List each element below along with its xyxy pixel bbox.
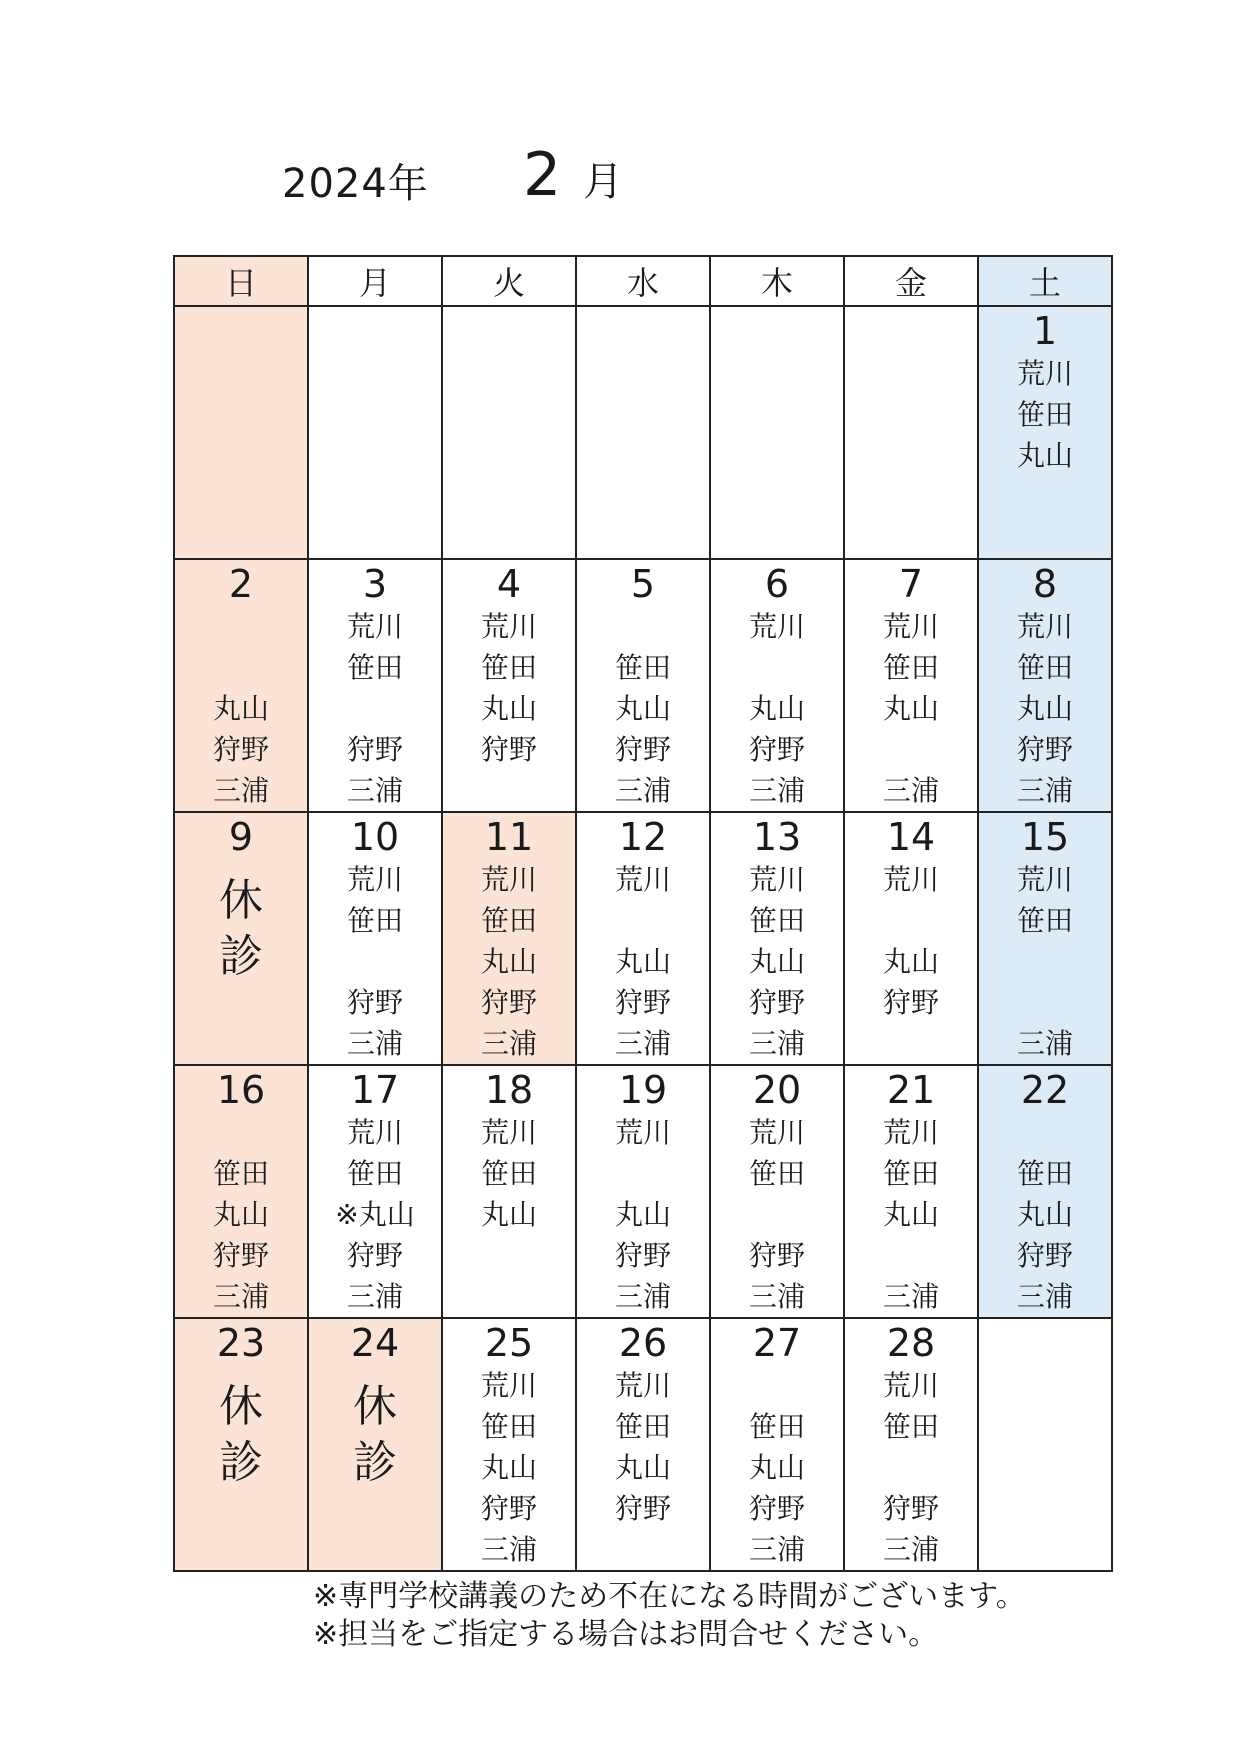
day-cell [710, 559, 844, 812]
weekday-header-wed: 水 [576, 256, 710, 306]
day-number: 7 [898, 562, 924, 606]
doctor-slot: 狩野 [748, 733, 805, 766]
monthly-calendar [173, 255, 1113, 1572]
doctor-slot: 丸山 [480, 1198, 537, 1231]
doctor-slot: 笹田 [748, 1157, 805, 1190]
doctor-slot: 狩野 [614, 986, 671, 1019]
doctor-slot: 荒川 [480, 1116, 537, 1149]
doctor-slot: 丸山 [748, 945, 805, 978]
doctor-slot: 三浦 [212, 1280, 269, 1313]
day-cell [308, 306, 442, 559]
doctor-slot: 丸山 [480, 1451, 537, 1484]
closed-label [353, 1379, 397, 1491]
doctor-slot: 狩野 [212, 733, 269, 766]
weekday-header-tue: 火 [442, 256, 576, 306]
day-number: 10 [350, 815, 400, 859]
doctor-slot: 三浦 [748, 774, 805, 807]
day-cell [442, 306, 576, 559]
day-cell [576, 1318, 710, 1571]
day-number: 12 [618, 815, 668, 859]
doctor-slot: 丸山 [614, 692, 671, 725]
doctor-slot: 笹田 [882, 651, 939, 684]
week-row [174, 559, 1112, 812]
doctor-slot: 笹田 [480, 904, 537, 937]
doctor-slot: 三浦 [882, 774, 939, 807]
doctor-slot: 荒川 [346, 610, 403, 643]
doctor-slot: 荒川 [1016, 863, 1073, 896]
day-cell [442, 1065, 576, 1318]
calendar-title [0, 140, 1240, 220]
day-number: 22 [1020, 1068, 1070, 1112]
day-cell [978, 1318, 1112, 1571]
doctor-slot: 笹田 [480, 651, 537, 684]
day-cell [844, 812, 978, 1065]
day-number: 23 [216, 1321, 266, 1365]
weekday-header-mon: 月 [308, 256, 442, 306]
closed-label-char: 診 [219, 1437, 263, 1488]
footnote-lecture-absence: ※専門学校講義のため不在になる時間がございます。 [313, 1579, 1026, 1614]
doctor-slot: 荒川 [614, 863, 671, 896]
day-number: 25 [484, 1321, 534, 1365]
day-number: 27 [752, 1321, 802, 1365]
doctor-slot: 笹田 [1016, 398, 1073, 431]
doctor-slot: 荒川 [480, 863, 537, 896]
doctor-slot: 狩野 [480, 986, 537, 1019]
day-number: 1 [1032, 309, 1058, 353]
weekday-header-row [174, 256, 1112, 306]
doctor-slot: 荒川 [614, 1116, 671, 1149]
doctor-slot: 荒川 [480, 610, 537, 643]
day-number: 20 [752, 1068, 802, 1112]
doctor-slot: 三浦 [614, 1027, 671, 1060]
day-number: 18 [484, 1068, 534, 1112]
doctor-slot: 三浦 [1016, 1027, 1073, 1060]
day-number: 28 [886, 1321, 936, 1365]
day-cell [844, 1065, 978, 1318]
doctor-slot: 三浦 [346, 1027, 403, 1060]
doctor-slot: 三浦 [748, 1280, 805, 1313]
doctor-slot: 三浦 [614, 774, 671, 807]
closed-label [219, 1379, 263, 1491]
doctor-slot: 笹田 [882, 1410, 939, 1443]
day-cell [844, 306, 978, 559]
day-number: 9 [228, 815, 254, 859]
doctor-slot: 狩野 [748, 986, 805, 1019]
doctor-slot: 荒川 [882, 863, 939, 896]
day-number: 19 [618, 1068, 668, 1112]
doctor-slot: 丸山 [882, 692, 939, 725]
footnotes [313, 1578, 1026, 1654]
day-number: 15 [1020, 815, 1070, 859]
day-cell [308, 559, 442, 812]
day-cell [174, 812, 308, 1065]
day-cell [174, 1065, 308, 1318]
doctor-slot: 笹田 [346, 651, 403, 684]
doctor-slot: 荒川 [346, 863, 403, 896]
doctor-slot: 狩野 [1016, 1239, 1073, 1272]
doctor-slot: 荒川 [882, 610, 939, 643]
doctor-slot: 狩野 [1016, 733, 1073, 766]
day-cell [442, 812, 576, 1065]
doctor-slot: 狩野 [614, 733, 671, 766]
day-cell [442, 559, 576, 812]
doctor-slot: 荒川 [882, 1369, 939, 1402]
doctor-slot: 三浦 [346, 774, 403, 807]
doctor-slot: 笹田 [748, 1410, 805, 1443]
doctor-slot: 三浦 [614, 1280, 671, 1313]
doctor-slot: 丸山 [748, 692, 805, 725]
doctor-slot: 狩野 [346, 1239, 403, 1272]
doctor-slot: 三浦 [480, 1533, 537, 1566]
day-number: 26 [618, 1321, 668, 1365]
doctor-slot: 荒川 [748, 610, 805, 643]
day-number: 17 [350, 1068, 400, 1112]
day-cell [844, 1318, 978, 1571]
doctor-slot: 丸山 [212, 1198, 269, 1231]
closed-label-char: 診 [353, 1437, 397, 1488]
doctor-slot: 三浦 [1016, 1280, 1073, 1313]
day-number: 3 [362, 562, 388, 606]
doctor-slot: ※丸山 [335, 1198, 415, 1231]
doctor-slot: 狩野 [748, 1492, 805, 1525]
day-number: 11 [484, 815, 534, 859]
day-number: 5 [630, 562, 656, 606]
doctor-slot: 丸山 [480, 692, 537, 725]
day-number: 21 [886, 1068, 936, 1112]
doctor-slot: 三浦 [882, 1280, 939, 1313]
doctor-slot: 三浦 [748, 1027, 805, 1060]
day-cell [174, 1318, 308, 1571]
doctor-slot: 三浦 [212, 774, 269, 807]
week-row [174, 1065, 1112, 1318]
closed-label-char: 休 [219, 1381, 263, 1432]
weekday-header-fri: 金 [844, 256, 978, 306]
doctor-slot: 狩野 [748, 1239, 805, 1272]
day-number: 13 [752, 815, 802, 859]
footnote-doctor-request: ※担当をご指定する場合はお問合せください。 [313, 1617, 939, 1652]
weekday-header-sat: 土 [978, 256, 1112, 306]
doctor-slot: 笹田 [614, 651, 671, 684]
doctor-slot: 笹田 [480, 1410, 537, 1443]
weekday-header-sun: 日 [174, 256, 308, 306]
doctor-slot: 丸山 [882, 1198, 939, 1231]
doctor-slot: 笹田 [480, 1157, 537, 1190]
day-number: 2 [228, 562, 254, 606]
day-number: 8 [1032, 562, 1058, 606]
doctor-slot: 笹田 [1016, 1157, 1073, 1190]
day-number: 14 [886, 815, 936, 859]
week-row [174, 812, 1112, 1065]
day-cell [308, 812, 442, 1065]
doctor-slot: 狩野 [882, 986, 939, 1019]
doctor-slot: 荒川 [748, 1116, 805, 1149]
day-cell [576, 1065, 710, 1318]
doctor-slot: 荒川 [346, 1116, 403, 1149]
day-number: 24 [350, 1321, 400, 1365]
doctor-slot: 三浦 [1016, 774, 1073, 807]
day-cell [710, 1065, 844, 1318]
doctor-slot: 笹田 [614, 1410, 671, 1443]
doctor-slot: 狩野 [346, 733, 403, 766]
day-cell [308, 1065, 442, 1318]
closed-label-char: 休 [353, 1381, 397, 1432]
doctor-slot: 狩野 [882, 1492, 939, 1525]
doctor-slot: 笹田 [346, 904, 403, 937]
week-row [174, 1318, 1112, 1571]
day-cell [978, 1065, 1112, 1318]
doctor-slot: 丸山 [748, 1451, 805, 1484]
doctor-slot: 笹田 [1016, 904, 1073, 937]
doctor-slot: 丸山 [480, 945, 537, 978]
doctor-slot: 狩野 [614, 1492, 671, 1525]
day-cell [174, 306, 308, 559]
doctor-slot: 笹田 [212, 1157, 269, 1190]
doctor-slot: 狩野 [614, 1239, 671, 1272]
day-cell [978, 812, 1112, 1065]
doctor-slot: 丸山 [1016, 692, 1073, 725]
doctor-slot: 荒川 [1016, 610, 1073, 643]
doctor-slot: 荒川 [614, 1369, 671, 1402]
doctor-slot: 丸山 [614, 1451, 671, 1484]
doctor-slot: 狩野 [480, 1492, 537, 1525]
closed-label-char: 休 [219, 875, 263, 926]
day-cell [710, 812, 844, 1065]
week-row [174, 306, 1112, 559]
doctor-slot: 狩野 [212, 1239, 269, 1272]
doctor-slot: 笹田 [1016, 651, 1073, 684]
day-cell [576, 812, 710, 1065]
doctor-slot: 笹田 [748, 904, 805, 937]
doctor-slot: 三浦 [346, 1280, 403, 1313]
day-cell [576, 306, 710, 559]
weekday-header-thu: 木 [710, 256, 844, 306]
doctor-slot: 荒川 [480, 1369, 537, 1402]
day-cell [308, 1318, 442, 1571]
closed-label [219, 873, 263, 985]
year-label: 2024年 [282, 161, 429, 207]
doctor-slot: 荒川 [882, 1116, 939, 1149]
doctor-slot: 丸山 [614, 1198, 671, 1231]
doctor-slot: 狩野 [480, 733, 537, 766]
doctor-slot: 笹田 [346, 1157, 403, 1190]
day-cell [978, 306, 1112, 559]
doctor-slot: 丸山 [882, 945, 939, 978]
doctor-slot: 笹田 [882, 1157, 939, 1190]
day-number: 6 [764, 562, 790, 606]
day-cell [174, 559, 308, 812]
day-cell [710, 306, 844, 559]
doctor-slot: 三浦 [480, 1027, 537, 1060]
day-cell [978, 559, 1112, 812]
day-cell [710, 1318, 844, 1571]
closed-label-char: 診 [219, 931, 263, 982]
day-number: 4 [496, 562, 522, 606]
doctor-slot: 三浦 [882, 1533, 939, 1566]
day-cell [442, 1318, 576, 1571]
doctor-slot: 丸山 [614, 945, 671, 978]
day-number: 16 [216, 1068, 266, 1112]
doctor-slot: 三浦 [748, 1533, 805, 1566]
doctor-slot: 狩野 [346, 986, 403, 1019]
doctor-slot: 荒川 [1016, 357, 1073, 390]
doctor-slot: 丸山 [212, 692, 269, 725]
month-number: 2 [523, 140, 562, 210]
doctor-slot: 丸山 [1016, 439, 1073, 472]
day-cell [576, 559, 710, 812]
doctor-slot: 荒川 [748, 863, 805, 896]
doctor-slot: 丸山 [1016, 1198, 1073, 1231]
day-cell [844, 559, 978, 812]
month-unit-label: 月 [583, 159, 623, 205]
